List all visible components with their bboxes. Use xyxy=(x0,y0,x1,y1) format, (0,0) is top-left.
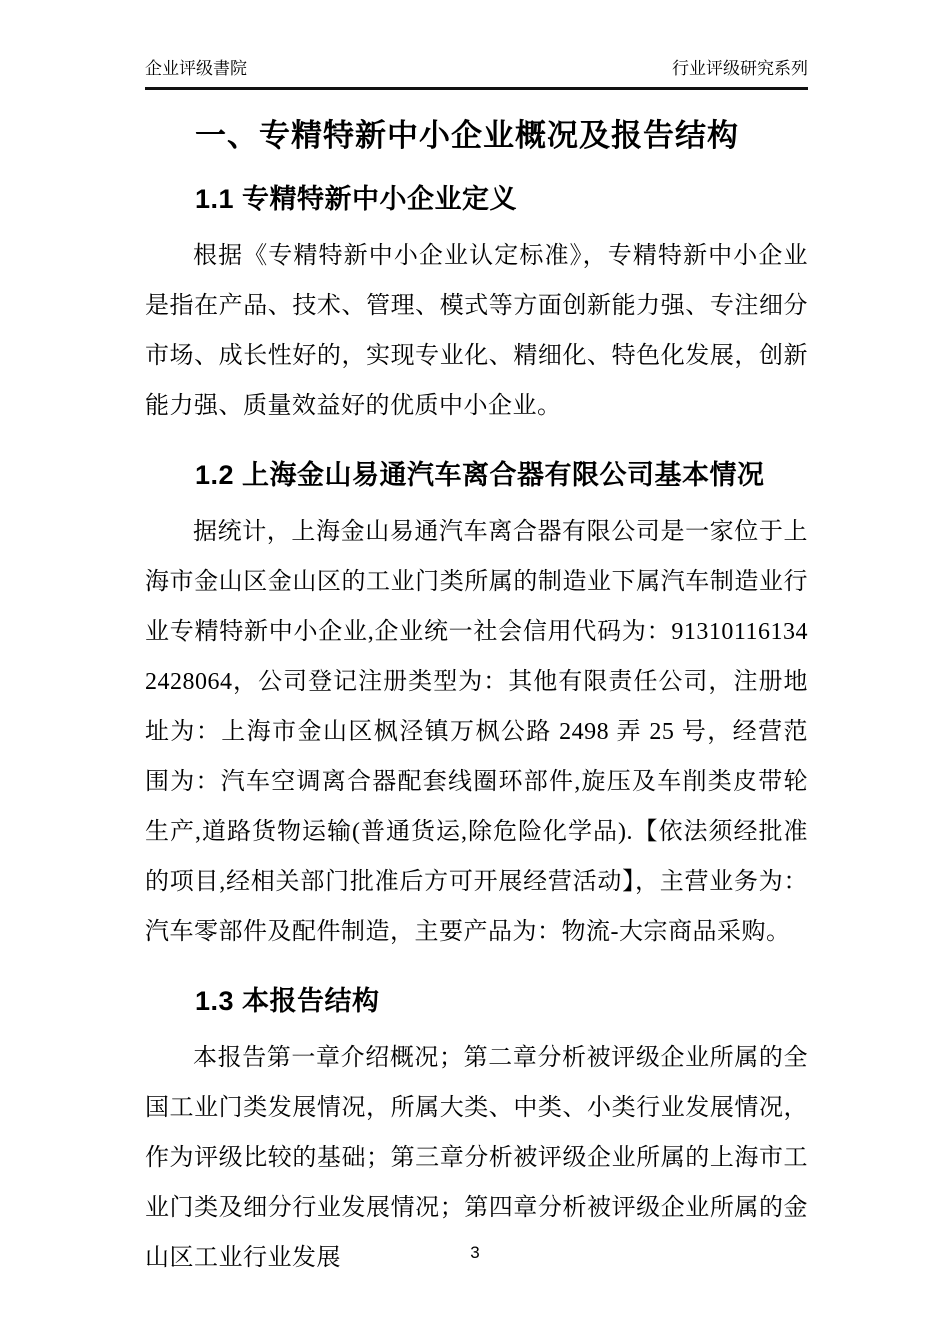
chapter-title: 一、专精特新中小企业概况及报告结构 xyxy=(195,118,739,153)
running-header xyxy=(145,58,808,90)
section-paragraph-1-1: 根据《专精特新中小企业认定标准》，专精特新中小企业是指在产品、技术、管理、模式等方面创新能力强、专注细分市场、成长性好的，实现专业化、精细化、特色化发展，创新能力强、质量效益好的优质中小企业。 xyxy=(145,243,808,419)
section-heading-1-3: 1.3 本报告结构 xyxy=(195,986,380,1016)
section-heading-1-2: 1.2 上海金山易通汽车离合器有限公司基本情况 xyxy=(195,460,765,490)
document-body xyxy=(145,91,808,1283)
section-paragraph-1-3: 本报告第一章介绍概况；第二章分析被评级企业所属的全国工业门类发展情况，所属大类、中类、小类行业发展情况，作为评级比较的基础；第三章分析被评级企业所属的上海市工业门类及细分行业发展情况；第四章分析被评级企业所属的金山区工业行业发展 xyxy=(145,1045,808,1271)
header-left-text: 企业评级書院 xyxy=(145,59,247,78)
page-number: 3 xyxy=(470,1243,480,1262)
section-paragraph-1-2: 据统计，上海金山易通汽车离合器有限公司是一家位于上海市金山区金山区的工业门类所属的制造业下属汽车制造业行业专精特新中小企业,企业统一社会信用代码为：913101161342428064，公司登记注册类型为：其他有限责任公司，注册地址为：上海市金山区枫泾镇万枫公路 2498 弄 25 号，经营范围为：汽车空调离合器配套线圈环部件,旋压及车削类皮带轮生产,道路货物运输(普通货运,除危险化学品).【依法须经批准的项目,经相关部门批准后方可开展经营活动】，主营业务为：汽车零部件及配件制造，主要产品为：物流-大宗商品采购。 xyxy=(145,519,808,945)
footer xyxy=(0,1242,950,1264)
section-heading-1-1: 1.1 专精特新中小企业定义 xyxy=(195,184,518,214)
header-right-text: 行业评级研究系列 xyxy=(672,59,808,78)
